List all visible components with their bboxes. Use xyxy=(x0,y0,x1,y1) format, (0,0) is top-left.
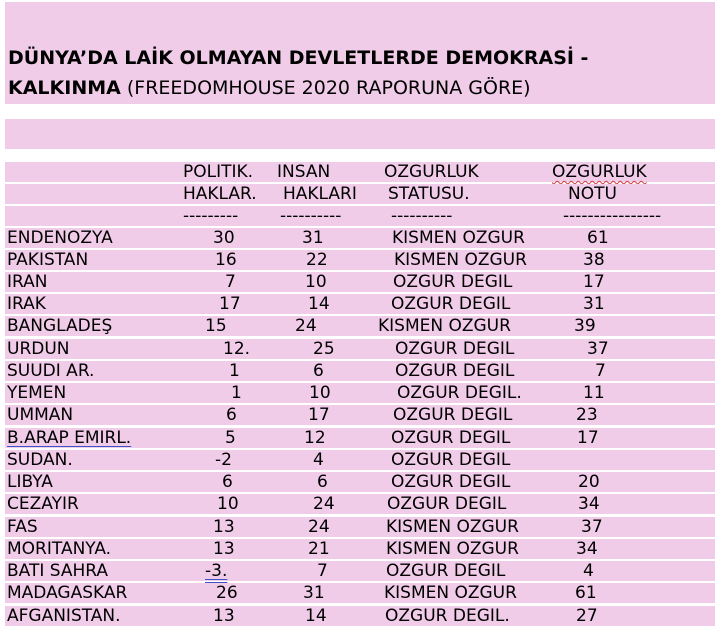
human-rights: 17 xyxy=(308,405,330,425)
table-row xyxy=(5,450,715,470)
table-row xyxy=(5,383,715,403)
freedom-status: OZGUR DEGIL xyxy=(391,428,511,448)
header-row-divider xyxy=(5,206,715,226)
political-rights: 1 xyxy=(231,383,242,403)
country-name: YEMEN xyxy=(7,383,67,403)
freedom-status: OZGUR DEGIL. xyxy=(385,606,510,626)
table-row xyxy=(5,539,715,559)
political-rights: 6 xyxy=(222,472,233,492)
freedom-score: 7 xyxy=(595,361,606,381)
human-rights: 6 xyxy=(313,361,324,381)
human-rights: 10 xyxy=(305,272,327,292)
country-name: IRAK xyxy=(7,294,46,314)
human-rights: 24 xyxy=(313,494,335,514)
divider-political: --------- xyxy=(183,206,239,226)
title-subtitle: (FREEDOMHOUSE 2020 RAPORUNA GÖRE) xyxy=(120,77,531,99)
country-name: FAS xyxy=(7,517,38,537)
freedom-score: 31 xyxy=(583,294,605,314)
table-row xyxy=(5,361,715,381)
freedom-status: OZGUR DEGIL xyxy=(391,450,511,470)
freedom-score: 38 xyxy=(583,250,605,270)
header-human: INSAN xyxy=(277,162,331,182)
country-name: UMMAN xyxy=(7,405,74,425)
freedom-status: KISMEN OZGUR xyxy=(384,583,517,603)
political-rights: 10 xyxy=(217,494,239,514)
title-bold-line-1: DÜNYA’DA LAİK OLMAYAN DEVLETLERDE DEMOKRASİ - xyxy=(8,47,589,69)
title-bold-line-2: KALKINMA xyxy=(8,77,121,99)
freedom-score: 34 xyxy=(576,539,598,559)
human-rights: 24 xyxy=(308,517,330,537)
political-rights: 16 xyxy=(215,250,237,270)
divider-freedom: ---------- xyxy=(391,206,453,226)
political-rights: 13 xyxy=(213,606,235,626)
freedom-status: OZGUR DEGIL xyxy=(393,405,513,425)
freedom-status: KISMEN OZGUR xyxy=(392,228,525,248)
country-name: AFGANISTAN. xyxy=(7,606,121,626)
political-rights: 13 xyxy=(213,517,235,537)
freedom-score: 61 xyxy=(575,583,597,603)
header-row-2 xyxy=(5,184,715,204)
political-rights: -3. xyxy=(205,561,228,581)
freedom-status: KISMEN OZGUR xyxy=(394,250,527,270)
divider-freedom-score: ---------------- xyxy=(563,206,662,226)
table-row xyxy=(5,316,715,336)
freedom-score: 17 xyxy=(583,272,605,292)
freedom-status: OZGUR DEGIL xyxy=(391,294,511,314)
header-political: POLITIK. xyxy=(183,162,254,182)
country-name: MADAGASKAR xyxy=(7,583,128,603)
human-rights: 12 xyxy=(304,428,326,448)
political-rights: 15 xyxy=(205,316,227,336)
country-name: B.ARAP EMIRL. xyxy=(7,428,132,448)
table-row xyxy=(5,405,715,425)
political-rights: 26 xyxy=(216,583,238,603)
freedom-status: OZGUR DEGIL xyxy=(391,472,511,492)
political-rights: -2 xyxy=(215,450,232,470)
freedom-status: OZGUR DEGIL xyxy=(395,361,515,381)
freedom-status: OZGUR DEGIL xyxy=(393,272,513,292)
freedom-score: 27 xyxy=(576,606,598,626)
political-rights: 12. xyxy=(223,339,251,359)
table-row xyxy=(5,428,715,448)
political-rights: 5 xyxy=(225,428,236,448)
freedom-status: OZGUR DEGIL xyxy=(386,561,506,581)
table-row xyxy=(5,339,715,359)
political-rights: 1 xyxy=(229,361,240,381)
country-name: BATI SAHRA xyxy=(7,561,109,581)
freedom-status: KISMEN OZGUR xyxy=(378,316,511,336)
freedom-score: 37 xyxy=(587,339,609,359)
header-freedom: OZGURLUK xyxy=(384,162,479,182)
human-rights: 21 xyxy=(308,539,330,559)
political-rights: 17 xyxy=(219,294,241,314)
page-title-line-1 xyxy=(8,44,588,72)
political-rights: 30 xyxy=(213,228,235,248)
header-row-1 xyxy=(5,162,715,182)
table-row xyxy=(5,228,715,248)
freedom-score: 61 xyxy=(587,228,609,248)
table-row xyxy=(5,272,715,292)
freedom-status: OZGUR DEGIL xyxy=(395,339,515,359)
freedom-status: OZGUR DEGIL. xyxy=(397,383,522,403)
header-freedom-score: OZGURLUK xyxy=(552,162,647,182)
header-political-2: HAKLAR. xyxy=(183,184,257,204)
divider-human: ---------- xyxy=(280,206,342,226)
human-rights: 4 xyxy=(313,450,324,470)
political-rights: 7 xyxy=(225,272,236,292)
country-name: MORITANYA. xyxy=(7,539,112,559)
freedom-score: 39 xyxy=(574,316,596,336)
country-name: IRAN xyxy=(7,272,48,292)
freedom-status: KISMEN OZGUR xyxy=(386,539,519,559)
human-rights: 24 xyxy=(295,316,317,336)
table-row xyxy=(5,606,715,626)
table-row xyxy=(5,583,715,603)
freedom-score: 20 xyxy=(578,472,600,492)
human-rights: 31 xyxy=(303,583,325,603)
header-freedom-2: STATUSU. xyxy=(388,184,470,204)
freedom-score: 17 xyxy=(577,428,599,448)
table-row xyxy=(5,472,715,492)
human-rights: 25 xyxy=(313,339,335,359)
country-name: URDUN xyxy=(7,339,70,359)
country-name: BANGLADEŞ xyxy=(7,316,113,336)
blank-band xyxy=(5,119,715,149)
country-name: SUUDI AR. xyxy=(7,361,95,381)
table-row xyxy=(5,250,715,270)
header-freedom-score-2: NOTU xyxy=(568,184,617,204)
country-name: CEZAYIR xyxy=(7,494,79,514)
freedom-score: 11 xyxy=(583,383,605,403)
freedom-score: 37 xyxy=(581,517,603,537)
human-rights: 14 xyxy=(305,606,327,626)
table-row xyxy=(5,561,715,581)
freedom-score: 4 xyxy=(583,561,594,581)
political-rights: 6 xyxy=(226,405,237,425)
human-rights: 6 xyxy=(317,472,328,492)
human-rights: 10 xyxy=(309,383,331,403)
table-row xyxy=(5,517,715,537)
freedom-score: 23 xyxy=(576,405,598,425)
human-rights: 31 xyxy=(302,228,324,248)
table-row xyxy=(5,294,715,314)
page-title-line-2 xyxy=(8,74,531,102)
political-rights: 13 xyxy=(213,539,235,559)
header-human-2: HAKLARI xyxy=(283,184,357,204)
human-rights: 14 xyxy=(308,294,330,314)
country-name: ENDENOZYA xyxy=(7,228,113,248)
freedom-score: 34 xyxy=(578,494,600,514)
human-rights: 22 xyxy=(306,250,328,270)
freedom-status: OZGUR DEGIL xyxy=(387,494,507,514)
country-name: LIBYA xyxy=(7,472,53,492)
human-rights: 7 xyxy=(317,561,328,581)
country-name: PAKISTAN xyxy=(7,250,89,270)
freedom-status: KISMEN OZGUR xyxy=(386,517,519,537)
country-name: SUDAN. xyxy=(7,450,73,470)
table-row xyxy=(5,494,715,514)
